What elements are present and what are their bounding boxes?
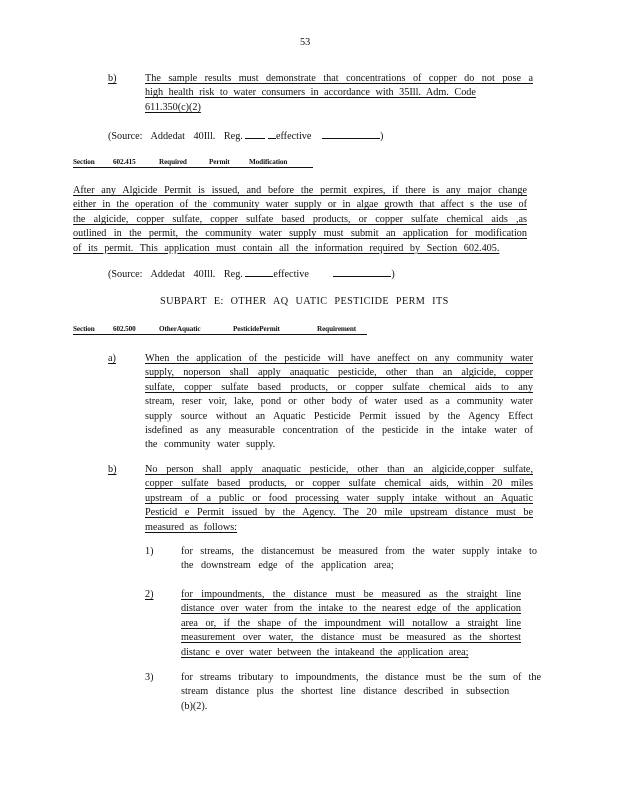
text-line: the community water supply.: [145, 439, 276, 451]
text-line: upstream of a public or food processing water supply intake without an Aquatic: [145, 492, 533, 504]
text-line: isdefined as any measurable concentration of the pesticide in the intake water of: [145, 425, 533, 437]
text-line: stream distance plus the shortest line distance described in subsection: [181, 686, 510, 698]
text-line: distance over water from the intake to the nearest edge of the application: [181, 603, 521, 615]
sub-item-2-text: [181, 588, 521, 660]
item-a-text: [145, 352, 533, 453]
text-line: supply source without an Aquatic Pesticide Permit issued by the Agency Effect: [145, 410, 533, 422]
item-b-label: b): [108, 464, 117, 475]
section-word: Section: [73, 325, 95, 333]
section-underline: [73, 334, 367, 335]
item-a-label: a): [108, 353, 116, 364]
section-title-word: PesticidePermit: [233, 325, 280, 333]
blank-line: [333, 266, 391, 277]
text-line: After any Algicide Permit is issued, and before the permit expires, if there is any major change: [73, 185, 527, 196]
blank-line: [268, 128, 276, 139]
source-effective: effective: [275, 131, 312, 142]
text-line: measurement over water, the distance must be measured as the shortest: [181, 632, 521, 644]
text-line: for streams, the distancemust be measured from the water supply intake to: [181, 546, 537, 557]
source-prefix: (Source: Addedat 40Ill. Reg.: [108, 131, 243, 142]
text-line: high health risk to water consumers in accordance with 35Ill. Adm. Code: [145, 87, 476, 99]
text-line: either in the operation of the community water supply or in algae growth that affect s the use of: [73, 199, 527, 211]
source-note: [108, 128, 383, 144]
text-line: for impoundments, the distance must be measured as the straight line: [181, 589, 521, 600]
source-close: ): [379, 131, 384, 142]
subpart-heading: SUBPART E: OTHER AQ UATIC PESTICIDE PERM ITS: [160, 296, 449, 307]
sub-item-1-label: 1): [145, 546, 154, 557]
text-line: outlined in the permit, the community water supply must submit an application for modification: [73, 228, 527, 240]
sub-item-2-label: 2): [145, 589, 154, 600]
section-title-word: OtherAquatic: [159, 325, 201, 333]
blank-line: [245, 128, 265, 139]
sub-item-3-text: [181, 671, 541, 714]
text-line: (b)(2).: [181, 700, 208, 712]
sub-item-3-label: 3): [145, 672, 154, 683]
sub-item-1-text: [181, 545, 537, 574]
section-title-word: Requirement: [317, 325, 357, 333]
text-line: area or, if the shape of the impoundment will notallow a straight line: [181, 617, 521, 629]
section-underline: [73, 167, 313, 168]
section-heading: [73, 158, 323, 170]
text-line: supply, noperson shall apply anaquatic pesticide, other than an algicide, copper: [145, 367, 533, 379]
section-word: Section: [73, 158, 95, 166]
section-title-word: Permit: [209, 158, 230, 166]
text-line: measured as follows:: [145, 521, 238, 533]
source-close: ): [391, 269, 395, 280]
section-415-paragraph: [73, 184, 527, 256]
source-note: [108, 266, 395, 282]
text-line: 611.350(c)(2): [145, 101, 201, 113]
text-line: for streams tributary to impoundments, the distance must be the sum of the: [181, 672, 541, 683]
text-line: stream, reser voir, lake, pond or other body of water used as a community water: [145, 396, 533, 408]
text-line: of its permit. This application must contain all the information required by Section 602.405.: [73, 242, 500, 254]
text-line: Pesticid e Permit issued by the Agency. The 20 mile upstream distance must be: [145, 507, 533, 519]
blank-line: [322, 128, 380, 139]
section-title-word: Modification: [249, 158, 288, 166]
section-number: 602.500: [113, 325, 136, 333]
text-line: the algicide, copper sulfate, copper sulfate based products, or copper sulfate chemical aids ,as: [73, 213, 527, 225]
item-b-text: [145, 463, 533, 535]
item-b-label: b): [108, 73, 117, 84]
text-line: When the application of the pesticide will have aneffect on any community water: [145, 353, 533, 364]
section-title-word: Required: [159, 158, 187, 166]
blank-line: [245, 266, 273, 277]
section-heading: [73, 325, 373, 337]
text-line: No person shall apply anaquatic pesticide, other than an algicide,copper sulfate,: [145, 464, 533, 475]
source-prefix: (Source: Addedat 40Ill. Reg.: [108, 269, 243, 280]
text-line: the downstream edge of the application area;: [181, 560, 394, 572]
page-number: 53: [300, 37, 311, 48]
text-line: distanc e over water between the intakeand the application area;: [181, 646, 469, 658]
text-line: sulfate, copper sulfate based products, or copper sulfate chemical aids to any: [145, 381, 533, 393]
item-b-text: [145, 72, 533, 115]
source-effective: effective: [273, 269, 309, 280]
text-line: The sample results must demonstrate that concentrations of copper do not pose a: [145, 73, 533, 84]
text-line: copper sulfate based products, or copper sulfate chemical aids, within 20 miles: [145, 478, 533, 490]
section-number: 602.415: [113, 158, 136, 166]
